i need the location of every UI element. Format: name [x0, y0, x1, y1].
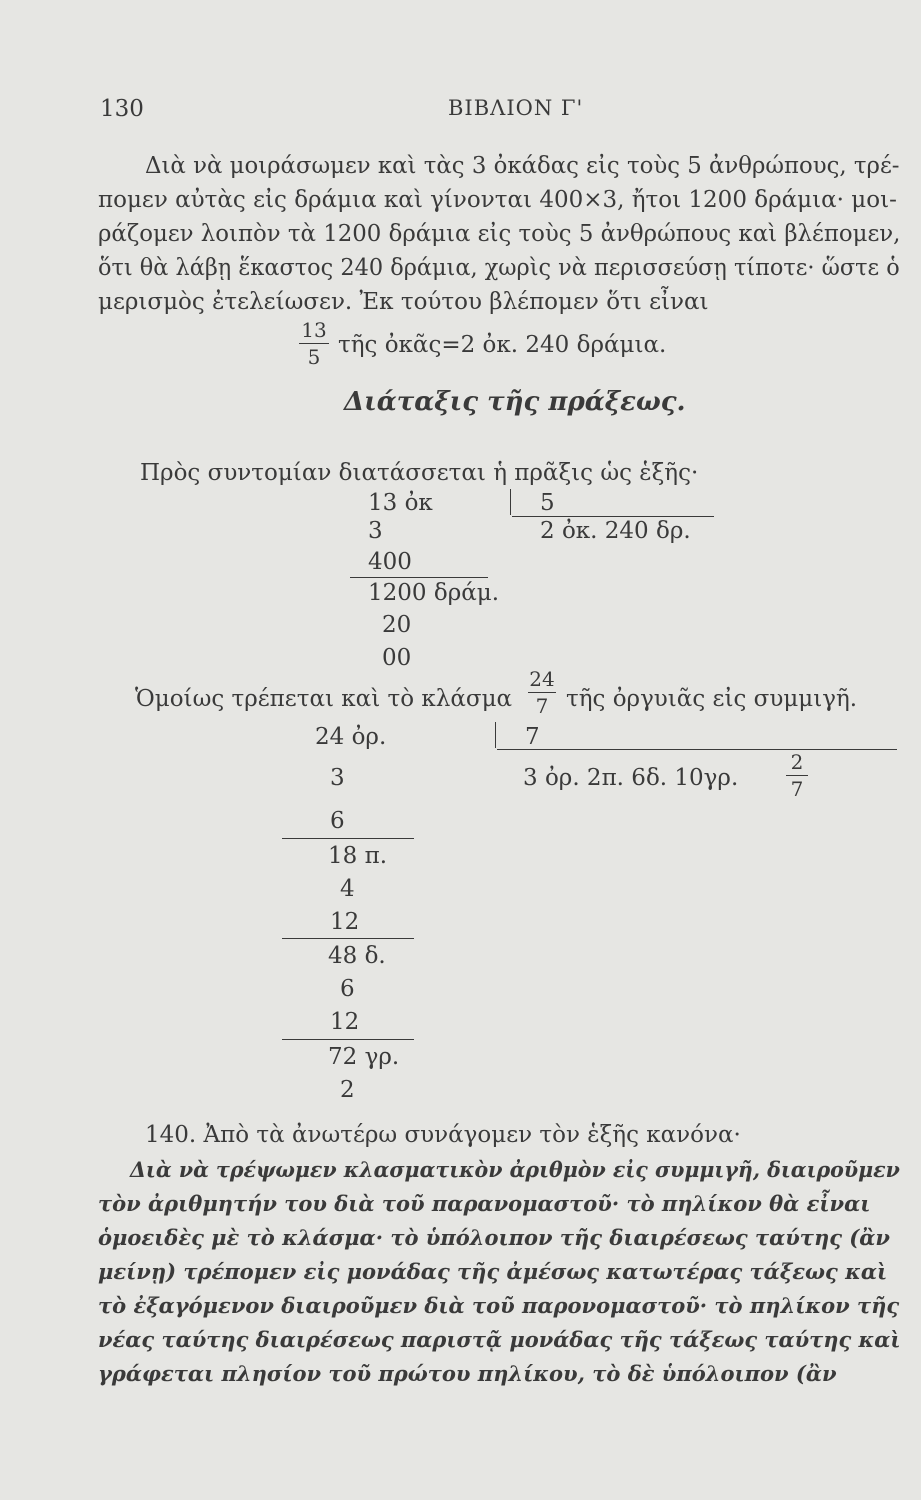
- fraction-denominator: 7: [790, 777, 804, 801]
- fraction-numerator: 13: [301, 318, 327, 342]
- rule-line: μείνῃ) τρέπομεν εἰς μονάδας τῆς ἀμέσως κατωτέρας τάξεως καὶ: [98, 1259, 888, 1284]
- rule-line: Διὰ νὰ τρέψωμεν κλασματικὸν ἀριθμὸν εἰς συμμιγῆ, διαιροῦμεν: [130, 1157, 900, 1182]
- similar-line-end: τῆς ὀργυιᾶς εἰς συμμιγῆ.: [566, 686, 858, 712]
- div2-partial: 12: [330, 909, 360, 935]
- div2-remainder: 2: [340, 1077, 355, 1103]
- text-line: Διὰ νὰ μοιράσωμεν καὶ τὰς 3 ὀκάδας εἰς τοὺς 5 ἀνθρώπους, τρέ-: [145, 153, 900, 179]
- div2-multiplier: 3: [330, 765, 345, 791]
- div1-remainder: 00: [382, 645, 412, 671]
- section-heading: Διάταξις τῆς πράξεως.: [344, 387, 686, 417]
- page-number: 130: [100, 96, 144, 122]
- div1-partial: 20: [382, 612, 412, 638]
- div1-divider-horizontal: [512, 516, 714, 517]
- div2-lines: 72 γρ.: [328, 1044, 400, 1070]
- fraction-bar: [786, 775, 808, 776]
- similar-line: Ὁμοίως τρέπεται καὶ τὸ κλάσμα: [135, 686, 513, 712]
- div2-rule: [282, 838, 414, 839]
- rule-intro: 140. Ἀπὸ τὰ ἀνωτέρω συνάγομεν τὸν ἑξῆς κανόνα·: [145, 1122, 741, 1148]
- div2-quotient-fraction: [786, 750, 808, 801]
- fraction-numerator: 24: [529, 667, 555, 691]
- div1-factor: 400: [368, 549, 412, 575]
- fraction-bar: [299, 343, 329, 344]
- div2-divider-horizontal: [497, 749, 897, 750]
- div1-divider-vertical: [510, 489, 511, 515]
- div2-factor: 6: [340, 976, 355, 1002]
- div1-rule: [350, 577, 488, 578]
- div2-fingers: 48 δ.: [328, 943, 386, 969]
- div2-quotient: 3 ὀρ. 2π. 6δ. 10γρ.: [523, 765, 739, 791]
- fraction-24-7: [528, 667, 556, 718]
- rule-line: τὸν ἀριθμητήν του διὰ τοῦ παρανομαστοῦ· τὸ πηλίκον θὰ εἶναι: [98, 1191, 871, 1216]
- div1-multiplier: 3: [368, 518, 383, 544]
- div2-divider-vertical: [495, 722, 496, 748]
- div2-palms: 18 π.: [328, 843, 388, 869]
- div2-dividend: 24 ὀρ.: [315, 724, 387, 750]
- div1-product: 1200 δράμ.: [368, 580, 500, 606]
- div1-quotient: 2 ὀκ. 240 δρ.: [540, 518, 691, 544]
- div2-rule: [282, 1039, 414, 1040]
- rule-line: νέας ταύτης διαιρέσεως παριστᾷ μονάδας τῆς τάξεως ταύτης καὶ: [98, 1327, 901, 1352]
- text-line: ράζομεν λοιπὸν τὰ 1200 δράμια εἰς τοὺς 5 ἀνθρώπους καὶ βλέπομεν,: [98, 221, 901, 247]
- text-line: ὅτι θὰ λάβῃ ἕκαστος 240 δράμια, χωρὶς νὰ περισσεύσῃ τίποτε· ὥστε ὁ: [98, 255, 900, 281]
- rule-line: τὸ ἐξαγόμενον διαιροῦμεν διὰ τοῦ παρονομαστοῦ· τὸ πηλίκον τῆς: [98, 1293, 900, 1318]
- fraction-denominator: 7: [535, 694, 549, 718]
- intro-line: Πρὸς συντομίαν διατάσσεται ἡ πρᾶξις ὡς ἑξῆς·: [140, 460, 699, 486]
- div2-partial: 12: [330, 1009, 360, 1035]
- fraction-result-text: τῆς ὀκᾶς=2 ὀκ. 240 δράμια.: [338, 332, 667, 358]
- rule-line: ὁμοειδὲς μὲ τὸ κλάσμα· τὸ ὑπόλοιπον τῆς διαιρέσεως ταύτης (ἂν: [98, 1225, 890, 1250]
- fraction-13-5: [299, 318, 329, 369]
- div1-dividend: 13 ὀκ: [368, 490, 433, 516]
- rule-line: γράφεται πλησίον τοῦ πρώτου πηλίκου, τὸ δὲ ὑπόλοιπον (ἂν: [98, 1361, 837, 1386]
- text-line: μερισμὸς ἐτελείωσεν. Ἐκ τούτου βλέπομεν ὅτι εἶναι: [98, 289, 709, 315]
- fraction-denominator: 5: [307, 345, 321, 369]
- div1-divisor: 5: [540, 490, 555, 516]
- div2-divisor: 7: [525, 724, 540, 750]
- div2-rule: [282, 938, 414, 939]
- fraction-numerator: 2: [790, 750, 804, 774]
- div2-factor: 6: [330, 808, 345, 834]
- running-head: ΒΙΒΛΙΟΝ Γ': [448, 96, 584, 120]
- text-line: πομεν αὐτὰς εἰς δράμια καὶ γίνονται 400×3, ἤτοι 1200 δράμια· μοι-: [98, 187, 897, 213]
- div2-factor: 4: [340, 876, 355, 902]
- fraction-bar: [528, 692, 556, 693]
